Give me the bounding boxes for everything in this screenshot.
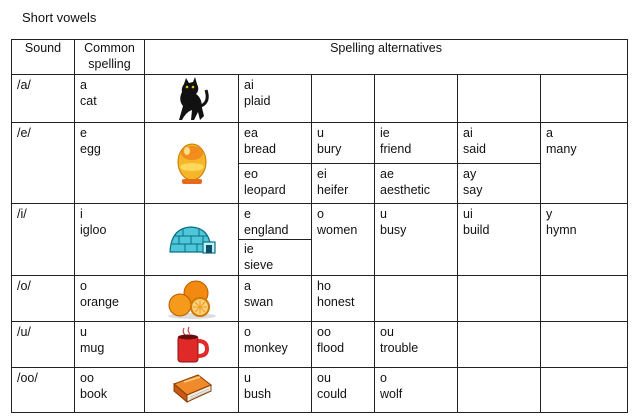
example-word: bread [244,142,276,156]
example-word: bush [244,387,272,401]
alt-cell [375,164,458,204]
picture-cell [145,368,239,413]
example-word: leopard [244,183,286,197]
common-cell [75,276,145,322]
empty-cell [541,368,628,413]
alt-cell [239,164,312,204]
grapheme: e [80,126,87,140]
empty-cell [375,276,458,322]
grapheme: ei [317,167,327,181]
grapheme: a [244,279,251,293]
alt-cell [458,164,541,204]
egg-icon [174,141,210,185]
example-word: many [546,142,577,156]
common-spelling-header [75,40,145,75]
example-word: say [463,183,483,197]
empty-cell [458,368,541,413]
empty-cell [541,276,628,322]
grapheme: ai [244,78,254,92]
example-word: sieve [244,258,274,272]
empty-cell [458,276,541,322]
example-word: friend [380,142,412,156]
alt-stack-cell [239,204,312,276]
table-row [12,276,628,322]
example-word: busy [380,223,407,237]
alt-cell [239,123,312,164]
example-word: women [317,223,358,237]
sound-cell: /a/ [12,75,75,123]
alt-cell [239,368,312,413]
alt-cell [312,368,375,413]
example-word: hymn [546,223,577,237]
sound-cell: /u/ [12,322,75,368]
sound-cell: /e/ [12,123,75,204]
picture-cell [145,75,239,123]
picture-cell [145,276,239,322]
grapheme: e [244,207,251,221]
empty-cell [375,75,458,123]
alt-cell [239,276,312,322]
common-cell [75,123,145,204]
example-word: igloo [80,223,107,237]
grapheme: u [380,207,387,221]
igloo-icon [167,224,217,256]
table-row [12,322,628,368]
table-row [12,75,628,123]
table-row [12,204,628,276]
short-vowels-table [11,39,628,413]
sound-cell: /oo/ [12,368,75,413]
alt-cell [375,368,458,413]
example-word: could [317,387,347,401]
grapheme: u [80,325,87,339]
common-cell [75,322,145,368]
grapheme: ou [317,371,331,385]
alt-cell [375,322,458,368]
orange-icon [166,279,218,319]
example-word: mug [80,341,105,355]
grapheme: oo [317,325,331,339]
book-icon [170,372,214,408]
grapheme: eo [244,167,258,181]
grapheme: i [80,207,83,221]
example-word: orange [80,295,119,309]
grapheme: a [80,78,87,92]
grapheme: y [546,207,553,221]
grapheme: ho [317,279,331,293]
picture-cell [145,123,239,204]
common-cell [75,75,145,123]
cat-icon [172,76,212,122]
alt-cell [312,123,375,164]
sound-cell: /i/ [12,204,75,276]
alt-stack-top [239,206,311,240]
grapheme: o [244,325,251,339]
example-word: flood [317,341,345,355]
spelling-alternatives-header: Spelling alternatives [145,40,628,75]
alt-cell [239,75,312,123]
sound-header: Sound [12,40,75,75]
example-word: cat [80,94,97,108]
example-word: book [80,387,108,401]
grapheme: ou [380,325,394,339]
grapheme: ae [380,167,394,181]
common-header-line1: Common [84,41,135,55]
alt-cell [312,164,375,204]
grapheme: ie [244,242,254,256]
grapheme: ie [380,126,390,140]
example-word: monkey [244,341,288,355]
empty-cell [312,75,375,123]
example-word: said [463,142,486,156]
example-word: plaid [244,94,271,108]
alt-cell [458,204,541,276]
empty-cell [458,75,541,123]
table-row [12,368,628,413]
alt-cell [312,276,375,322]
table-row [12,123,628,164]
grapheme: o [80,279,87,293]
picture-cell [145,204,239,276]
alt-cell [312,204,375,276]
grapheme: ea [244,126,258,140]
grapheme: ai [463,126,473,140]
empty-cell [541,322,628,368]
alt-cell [458,123,541,164]
picture-cell [145,322,239,368]
grapheme: o [317,207,324,221]
page-title: Short vowels [22,10,97,25]
alt-cell [239,322,312,368]
grapheme: u [317,126,324,140]
example-word: swan [244,295,274,309]
grapheme: o [380,371,387,385]
alt-cell [541,123,628,204]
common-header-line2: spelling [88,57,131,71]
example-word: trouble [380,341,419,355]
grapheme: u [244,371,251,385]
alt-cell [375,204,458,276]
example-word: build [463,223,490,237]
example-word: bury [317,142,342,156]
alt-cell [375,123,458,164]
example-word: england [244,223,289,237]
grapheme: a [546,126,553,140]
grapheme: oo [80,371,94,385]
alt-cell [312,322,375,368]
empty-cell [541,75,628,123]
example-word: heifer [317,183,349,197]
example-word: egg [80,142,101,156]
common-cell [75,204,145,276]
example-word: aesthetic [380,183,431,197]
grapheme: ui [463,207,473,221]
example-word: wolf [380,387,403,401]
common-cell [75,368,145,413]
alt-cell [541,204,628,276]
sound-cell: /o/ [12,276,75,322]
grapheme: ay [463,167,477,181]
header-row [12,40,628,75]
mug-icon [174,326,210,364]
example-word: honest [317,295,355,309]
empty-cell [458,322,541,368]
